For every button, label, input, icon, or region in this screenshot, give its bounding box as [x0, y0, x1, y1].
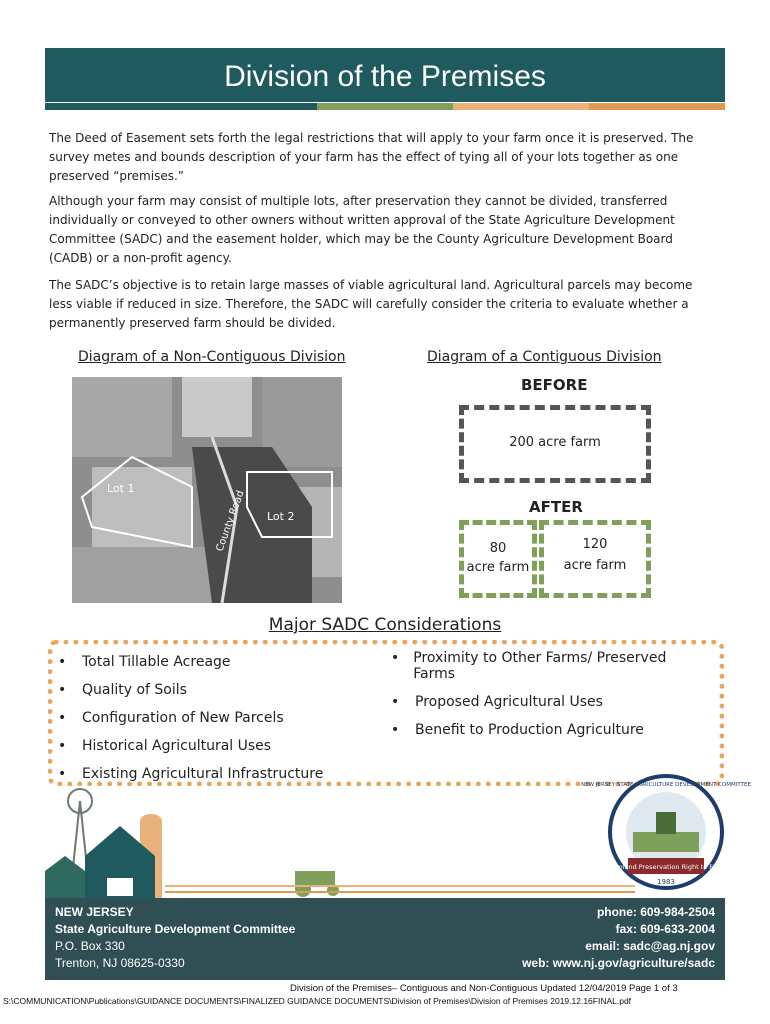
consideration-left-3: • Configuration of New Parcels	[58, 710, 284, 726]
paragraph-restrictions: Although your farm may consist of multiple lots, after preservation they cannot be divided, transferred individually or conveyed to other owners without written approval of the State Agriculture Development Committee (SADC) and the easement holder, which may be the County Agriculture Development Board (CADB) or a non-profit agency.	[49, 194, 675, 265]
page-title: Division of the Premises	[224, 60, 546, 93]
barn-icon	[45, 826, 155, 898]
fax: fax: 609-633-2004	[615, 922, 715, 936]
consideration-right-2: • Proposed Agricultural Uses	[391, 694, 603, 710]
before-farm-label: 200 acre farm	[509, 435, 601, 450]
noncontiguous-title: Diagram of a Non-Contiguous Division	[78, 349, 346, 365]
lot1-label: Lot 1	[107, 482, 135, 495]
after-left-acres: 80	[489, 541, 507, 556]
footer-contact-bar	[45, 898, 725, 980]
address-line1: P.O. Box 330	[55, 939, 125, 953]
contiguous-title: Diagram of a Contiguous Division	[427, 349, 662, 365]
title-banner	[45, 48, 725, 102]
paragraph-deed: The Deed of Easement sets forth the legal restrictions that will apply to your farm once it is preserved. The survey metes and bounds description of your farm has the effect of tying all of your lots together as one preserved “premises.”	[49, 131, 694, 183]
lot2-label: Lot 2	[267, 510, 295, 523]
consideration-left-5: • Existing Agricultural Infrastructure	[58, 766, 324, 782]
after-farm-right-box	[539, 520, 651, 598]
email[interactable]: email: sadc@ag.nj.gov	[585, 939, 715, 953]
before-label: BEFORE	[521, 376, 588, 394]
after-farm-left-box	[459, 520, 537, 598]
road-label: County Road	[214, 489, 247, 554]
phone: phone: 609-984-2504	[596, 905, 715, 919]
before-farm-box	[459, 405, 651, 483]
consideration-right-3: • Benefit to Production Agriculture	[391, 722, 644, 738]
stripe-tan	[453, 103, 589, 110]
doc-footer-line: Division of the Premises– Contiguous and Non-Contiguous Updated 12/04/2019 Page 1 of 3	[290, 983, 678, 994]
seal-year: 1983	[657, 878, 675, 886]
seal-ring-text: NEW JERSEY STATE AGRICULTURE DEVELOPMENT COMMITTEE	[581, 782, 751, 788]
web[interactable]: web: www.nj.gov/agriculture/sadc	[522, 956, 715, 970]
doc-footer-path: S:\COMMUNICATION\Publications\GUIDANCE DOCUMENTS\FINALIZED GUIDANCE DOCUMENTS\Division of Premises\Division of Premises 2019.12.16FINAL.pdf	[3, 996, 632, 1006]
consideration-left-2: • Quality of Soils	[58, 682, 187, 698]
org-line1: NEW JERSEY	[55, 905, 134, 919]
org-line2: State Agriculture Development Committee	[55, 922, 296, 936]
stripe-teal	[45, 103, 317, 110]
seal-banner: Farmland Preservation Right to Farm	[606, 863, 726, 871]
paragraph-objective: The SADC’s objective is to retain large masses of viable agricultural land. Agricultural parcels may become less viable if reduced in size. Therefore, the SADC will carefully consider the criteria to evaluate whether a permanently preserved farm should be divided.	[49, 278, 693, 330]
consideration-left-1: • Total Tillable Acreage	[58, 654, 231, 670]
tractor-icon	[295, 871, 339, 897]
after-right-acres: 120	[582, 537, 608, 552]
aerial-map	[72, 377, 342, 603]
considerations-title: Major SADC Considerations	[268, 615, 502, 635]
address-line2: Trenton, NJ 08625-0330	[55, 956, 185, 970]
stripe-orange	[589, 103, 725, 110]
after-label: AFTER	[529, 498, 583, 516]
stripe-green	[317, 103, 453, 110]
after-right-unit: acre farm	[563, 558, 627, 573]
consideration-left-4: • Historical Agricultural Uses	[58, 738, 272, 754]
farm-illustration	[45, 786, 635, 898]
sadc-seal	[581, 774, 751, 894]
after-left-unit: acre farm	[466, 560, 530, 575]
consideration-right-1: • Proximity to Other Farms/ Preserved Farms	[391, 650, 667, 682]
